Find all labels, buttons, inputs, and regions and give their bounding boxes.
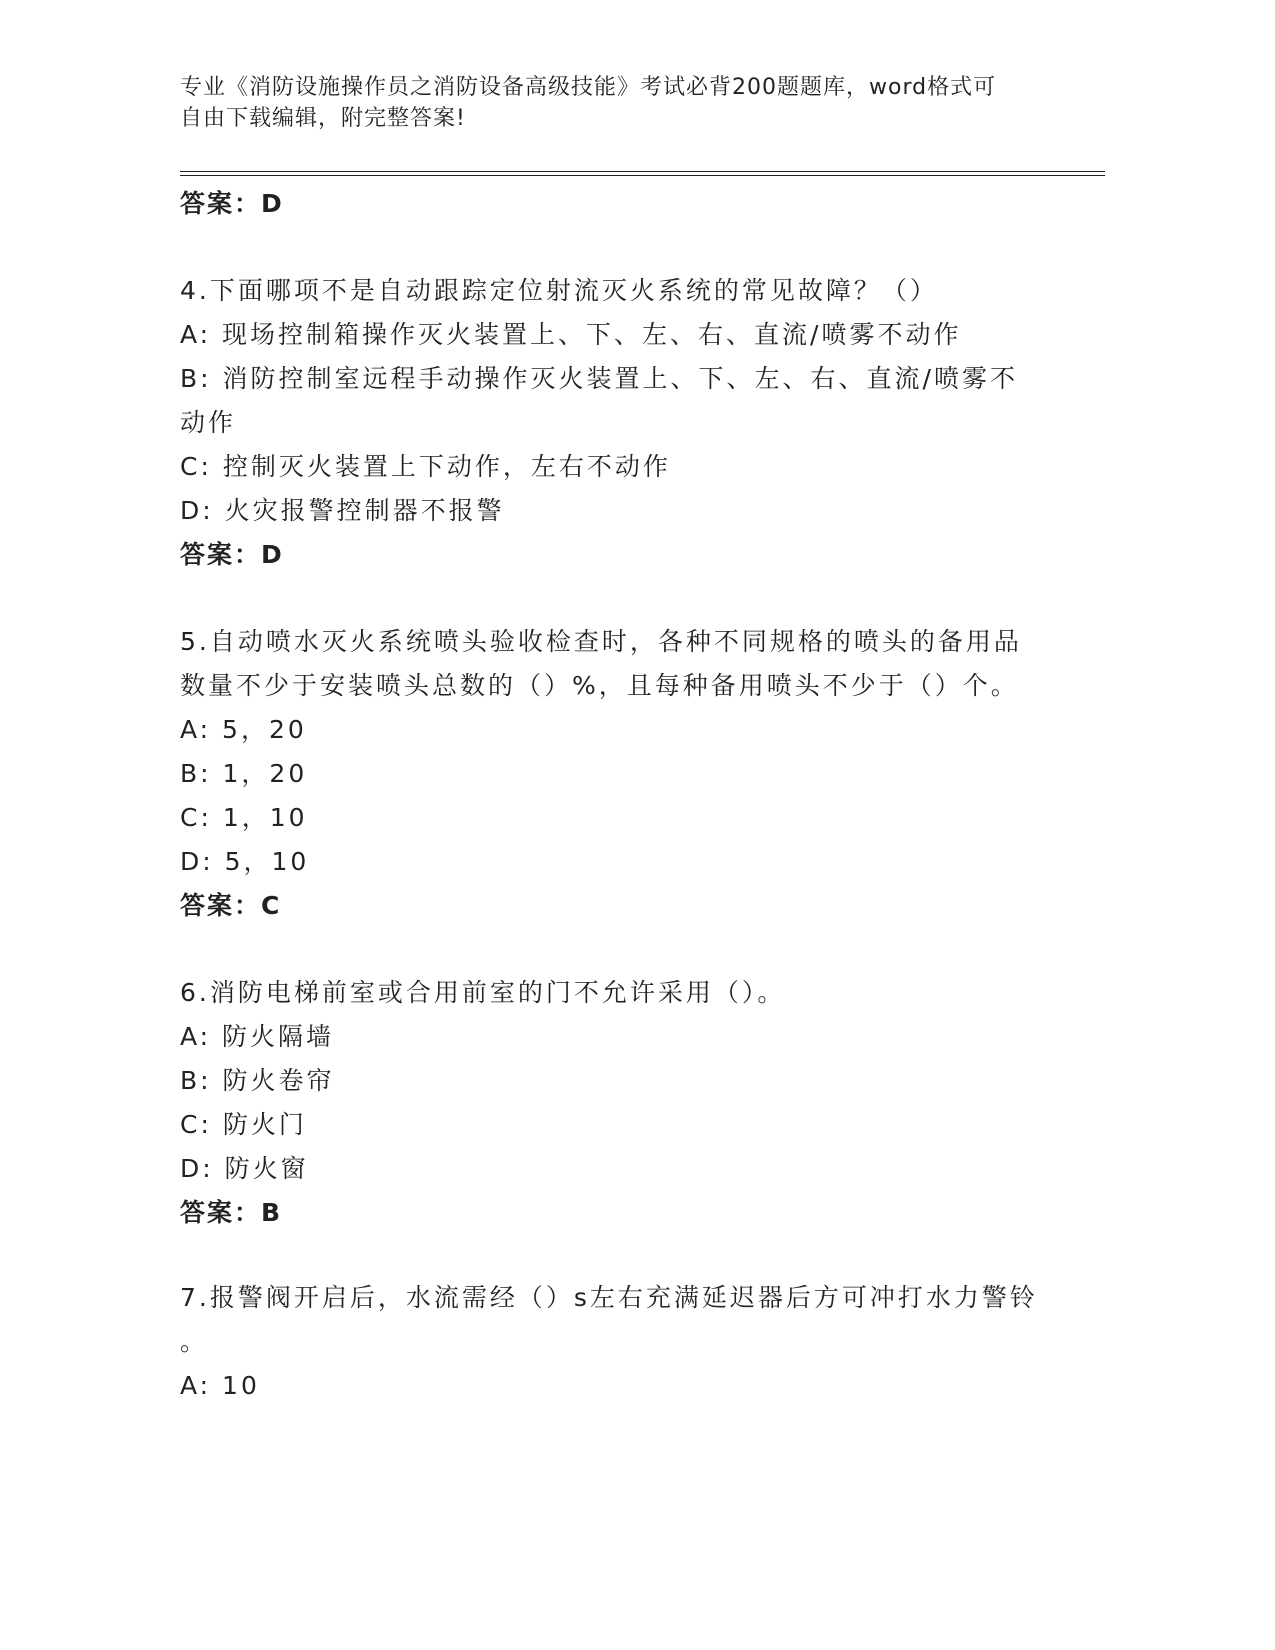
option-b: B: 防火卷帘 [180, 1066, 335, 1095]
option-a: A: 现场控制箱操作灭火装置上、下、左、右、直流/喷雾不动作 [180, 320, 962, 349]
document-content [180, 182, 1060, 1408]
question-stem: 7.报警阀开启后，水流需经（）s左右充满延迟器后方可冲打水力警铃 [180, 1283, 1038, 1312]
question-answer: 答案：B [180, 1198, 283, 1227]
option-b-continuation: 动作 [180, 408, 237, 437]
question-stem: 6.消防电梯前室或合用前室的门不允许采用（）。 [180, 978, 786, 1007]
question-answer: 答案：C [180, 891, 282, 920]
option-c: C: 控制灭火装置上下动作，左右不动作 [180, 452, 671, 481]
option-d: D: 防火窗 [180, 1154, 309, 1183]
question-7 [180, 1276, 1060, 1408]
option-c: C: 防火门 [180, 1110, 307, 1139]
option-b: B: 1，20 [180, 759, 308, 788]
document-header [180, 72, 1080, 134]
question-answer: 答案：D [180, 540, 284, 569]
header-line-2: 自由下载编辑，附完整答案! [180, 106, 466, 131]
option-a: A: 10 [180, 1371, 260, 1400]
spacer [180, 928, 1060, 971]
question-5 [180, 620, 1060, 928]
question-4 [180, 269, 1060, 577]
previous-answer: 答案：D [180, 189, 284, 218]
question-stem-continuation: 数量不少于安装喷头总数的（）%，且每种备用喷头不少于（）个。 [180, 671, 1019, 700]
option-b: B: 消防控制室远程手动操作灭火装置上、下、左、右、直流/喷雾不 [180, 364, 1018, 393]
spacer [180, 226, 1060, 269]
option-d: D: 5，10 [180, 847, 310, 876]
question-stem: 5.自动喷水灭火系统喷头验收检查时，各种不同规格的喷头的备用品 [180, 627, 1022, 656]
question-stem-continuation: 。 [180, 1327, 209, 1356]
header-line-1: 专业《消防设施操作员之消防设备高级技能》考试必背200题题库，word格式可 [180, 75, 997, 100]
header-divider-bottom [180, 175, 1105, 176]
header-divider-top [180, 171, 1105, 172]
option-c: C: 1，10 [180, 803, 308, 832]
question-stem: 4.下面哪项不是自动跟踪定位射流灭火系统的常见故障？（） [180, 276, 938, 305]
option-a: A: 5，20 [180, 715, 307, 744]
spacer [180, 1235, 1060, 1276]
question-6 [180, 971, 1060, 1235]
option-a: A: 防火隔墙 [180, 1022, 335, 1051]
option-d: D: 火灾报警控制器不报警 [180, 496, 505, 525]
spacer [180, 577, 1060, 620]
